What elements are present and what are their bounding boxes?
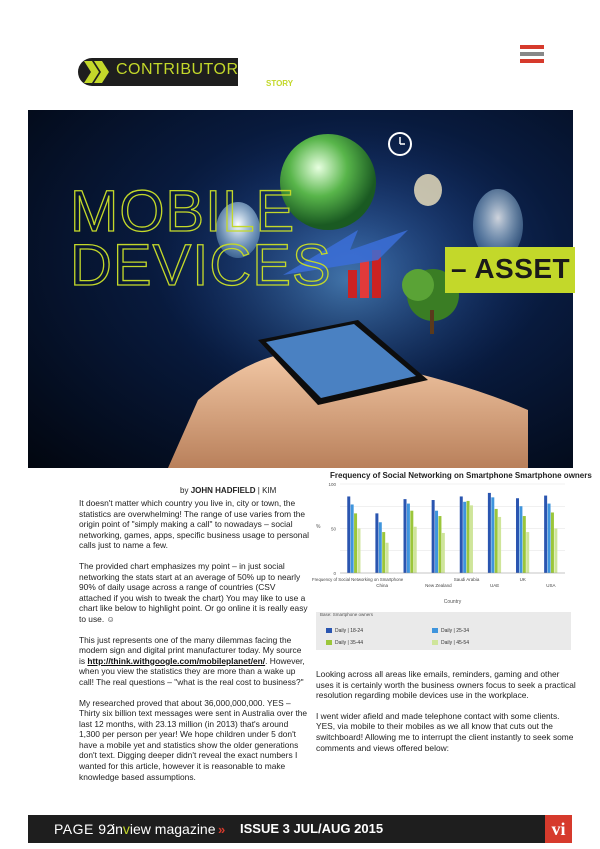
chart-bar: [442, 533, 445, 573]
chart-bar: [410, 511, 413, 573]
contributor-story-tag: [78, 58, 294, 88]
chart-bar: [544, 496, 547, 573]
chart-bar: [551, 512, 554, 573]
magazine-name: inview magazine: [112, 821, 216, 837]
chart-bar: [414, 527, 417, 573]
hero-title: MOBILE DEVICES: [70, 179, 332, 298]
page-footer: [0, 815, 600, 847]
issue-label: ISSUE 3 JUL/AUG 2015: [240, 821, 384, 836]
chart-bar: [404, 499, 407, 573]
chart-bar: [498, 517, 501, 573]
tag-sub: STORY: [266, 79, 294, 88]
chart-bar: [351, 504, 354, 573]
chart-bar: [357, 529, 360, 574]
source-link[interactable]: http://think.withgoogle.com/mobileplanet/en/: [87, 655, 266, 666]
author-company: KIM: [262, 486, 277, 495]
chart-bar: [407, 504, 410, 573]
chart-bar: [523, 516, 526, 573]
paragraph: Looking across all areas like emails, reminders, gaming and other uses it is certainly worth the business owners focus to seek a practical resolution regarding mobile devices use in the workplace.: [316, 669, 576, 701]
chart-bar: [526, 532, 529, 573]
chart-bar: [554, 529, 557, 574]
tag-main: CONTRIBUTOR: [116, 61, 239, 78]
chart-bar: [347, 496, 350, 573]
paragraph: My researched proved that about 36,000,000,000. YES – Thirty six billion text messages were sent in Australia over the last 12 months, with 23.13 million (in 2013) that's around 1,300 per person per year! We hope children under 5 don't have a mobile yet and statistics show the older generations don't text. Digging deeper didn't reveal the exact numbers I wanted for this article, however it is reasonable to make knowledge based assumptions.: [79, 697, 308, 782]
chart-bar: [460, 496, 463, 573]
chart-bar: [516, 498, 519, 573]
paragraph: The provided chart emphasizes my point – in just social networking the stats start at an average of 50% up to nearly 90% of daily usage across a range of countries (CSV attached if you wish to tweak the chart) You may like to use a chart like below to highlight point. Or go online it is really easy to use. ☺: [79, 560, 308, 624]
double-arrow-icon: »: [218, 822, 226, 837]
chart-bar: [432, 500, 435, 573]
chart-bar: [491, 497, 494, 573]
asset-title-box: [445, 247, 575, 293]
chart-bar: [488, 493, 491, 573]
double-chevron-icon: [84, 61, 110, 83]
asset-title: – ASSET: [451, 253, 571, 284]
chart-bar: [463, 502, 466, 573]
x-tick-label: USA: [546, 583, 556, 588]
page-number: PAGE 92: [54, 821, 115, 837]
chart-bar: [354, 513, 357, 573]
chart-bar: [382, 532, 385, 573]
x-tick-label: UK: [519, 577, 526, 582]
x-tick-label: Saudi Arabia: [453, 577, 480, 582]
menu-icon[interactable]: [520, 45, 544, 63]
paragraph: It doesn't matter which country you live in, city or town, the statistics are overwhelming! The range of use varies from the origin point of "simply making a call" to nowadays – social networking, games, apps, specific business usage to personal calls just to name a few.: [79, 498, 309, 551]
category-axis-title: Frequency of Social Networking on Smartphone: [312, 577, 404, 582]
legend-item: Daily | 18-24: [326, 628, 363, 634]
chart-bar: [495, 509, 498, 573]
legend-item: Daily | 45-54: [432, 640, 469, 646]
y-tick-label: 50: [330, 526, 336, 532]
x-tick-label: UAE: [490, 583, 500, 588]
chart-bar: [519, 506, 522, 573]
y-axis-label: %: [316, 524, 321, 530]
y-tick-label: 0: [333, 571, 336, 576]
chart-bar: [438, 516, 441, 573]
chart-bar: [386, 543, 389, 573]
chart-bar: [379, 522, 382, 573]
x-axis-label: Country: [443, 599, 462, 605]
chart-bar: [467, 501, 470, 573]
legend-title: Base: Smartphone owners: [320, 612, 374, 617]
chart-bar: [435, 511, 438, 573]
author-name: JOHN HADFIELD: [190, 486, 256, 495]
chart-bar: [548, 504, 551, 573]
legend-item: Daily | 35-44: [326, 640, 363, 646]
x-tick-label: China: [376, 583, 389, 588]
chart-bar: [375, 513, 378, 573]
chart-title: Frequency of Social Networking on Smartphone Smartphone owners: [330, 471, 592, 480]
paragraph: This just represents one of the many dilemmas facing the modern sign and digital print manufacturer today. My source is http://think.withgoogle.com/mobileplanet/en/. However, when you view the statistics they are more than a wake up call! The real questions – "what is the real cost to business?": [79, 634, 305, 687]
article-right-column: [316, 669, 576, 763]
byline: by JOHN HADFIELD | KIM: [180, 486, 277, 495]
article-left-column: [79, 498, 309, 792]
legend-item: Daily | 25-34: [432, 628, 469, 634]
chart-bar: [470, 505, 473, 573]
x-tick-label: New Zealand: [425, 583, 452, 588]
bar-chart: [310, 480, 572, 610]
footer-bar: [28, 815, 545, 843]
y-tick-label: 100: [328, 482, 336, 487]
paragraph: I went wider afield and made telephone contact with some clients. YES, via mobile to their mobiles as we all know that cuts out the switchboard! Allowing me to interrupt the client instantly to seek some comments and views offered below:: [316, 710, 574, 753]
vi-logo: vi: [545, 815, 572, 843]
